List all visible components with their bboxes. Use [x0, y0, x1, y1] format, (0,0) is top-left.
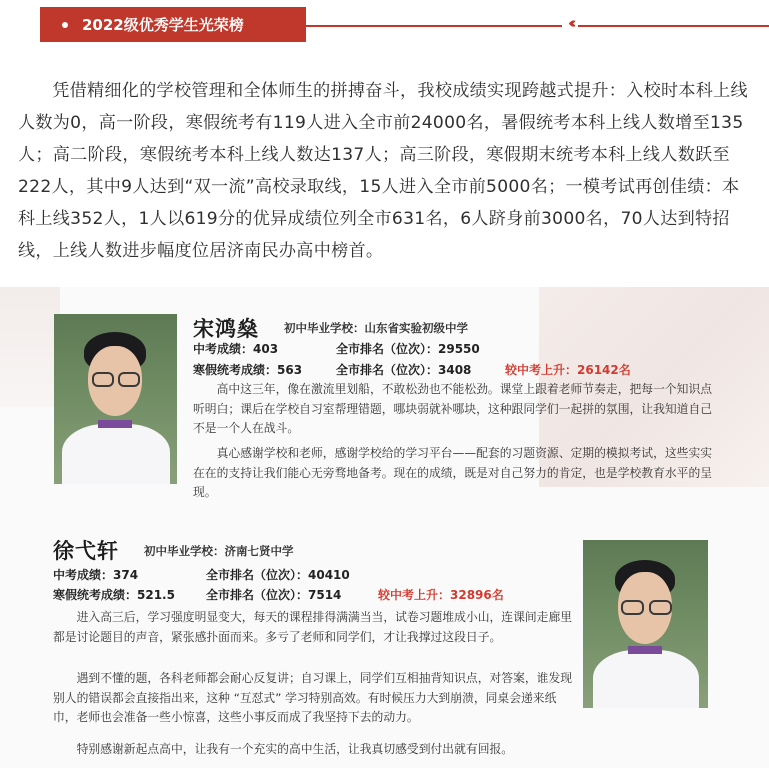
zhongkao-rank: 全市排名（位次）：29550 — [336, 342, 480, 356]
zhongkao-score: 中考成绩：403 — [193, 342, 279, 356]
student-name: 宋鸿燊 — [193, 317, 259, 341]
student-name: 徐弋轩 — [53, 539, 119, 563]
bullet-dot-icon — [62, 22, 68, 28]
intro-paragraph: 凭借精细化的学校管理和全体师生的拼搏奋斗，我校成绩实现跨越式提升：入校时本科上线人数为0，高一阶段，寒假统考有119人进入全市前24000名，暑假统考本科上线人数增至135人；高二阶段，寒假统考本科上线人数达137人；高三阶段，寒假期末统考本科上线人数跃至222人，其中9人达到“双一流”高校录取线，15人进入全市前5000名；一模考试再创佳绩：本科上线352人，1人以619分的优异成绩位列全市631名，6人跻身前3000名，70人达到特招线，上线人数进步幅度位居济南民办高中榜首。 — [18, 81, 748, 261]
section-title-tag — [40, 7, 306, 42]
testimonial-paragraph: 遇到不懂的题，各科老师都会耐心反复讲；自习课上，同学们互相抽背知识点，对答案，谁发现别人的错误都会直接指出来，这种 “互怼式” 学习特别高效。有时候压力大到崩溃，同桌会递来纸巾，老师也会准备一些小惊喜，这些小事反而成了我坚持下去的动力。 — [53, 671, 573, 724]
winter-exam-score: 寒假统考成绩：563 — [193, 363, 303, 377]
testimonial-paragraph: 进入高三后，学习强度明显变大，每天的课程排得满满当当，试卷习题堆成小山，连课间走廊里都是讨论题目的声音，紧张感扑面而来。多亏了老师和同学们，才让我撑过这段日子。 — [53, 610, 573, 644]
winter-exam-rank: 全市排名（位次）：7514 — [206, 588, 342, 602]
student-school: 初中毕业学校：山东省实验初级中学 — [284, 321, 468, 335]
honor-card — [0, 287, 769, 768]
student-photo — [54, 314, 177, 484]
testimonial-paragraph: 高中这三年，像在激流里划船，不敢松劲也不能松劲。课堂上跟着老师节奏走，把每一个知识点听明白；课后在学校自习室帮理错题，哪块弱就补哪块，这种跟同学们一起拼的氛围，让我知道自己不是一个人在战斗。 — [193, 382, 713, 435]
zhongkao-score: 中考成绩：374 — [53, 568, 139, 582]
testimonial-paragraph: 真心感谢学校和老师，感谢学校给的学习平台——配套的习题资源、定期的模拟考试，这些实实在在的支持让我们能心无旁骛地备考。现在的成绩，既是对自己努力的肯定，也是学校教育水平的呈现。 — [193, 446, 713, 499]
section-title: 2022级优秀学生光荣榜 — [82, 16, 244, 34]
zhongkao-rank: 全市排名（位次）：40410 — [206, 568, 350, 582]
triple-chevron-left-icon: ‹‹‹ — [562, 14, 578, 32]
background-decoration — [0, 287, 60, 407]
header-rule — [306, 25, 769, 27]
student-photo — [583, 540, 708, 708]
winter-exam-score: 寒假统考成绩：521.5 — [53, 588, 175, 602]
rank-rise: 较中考上升：26142名 — [505, 363, 631, 377]
testimonial-paragraph: 特别感谢新起点高中，让我有一个充实的高中生活，让我真切感受到付出就有回报。 — [76, 742, 514, 756]
rank-rise: 较中考上升：32896名 — [378, 588, 504, 602]
winter-exam-rank: 全市排名（位次）：3408 — [336, 363, 472, 377]
student-school: 初中毕业学校：济南七贤中学 — [144, 544, 294, 558]
section-header — [0, 0, 769, 44]
